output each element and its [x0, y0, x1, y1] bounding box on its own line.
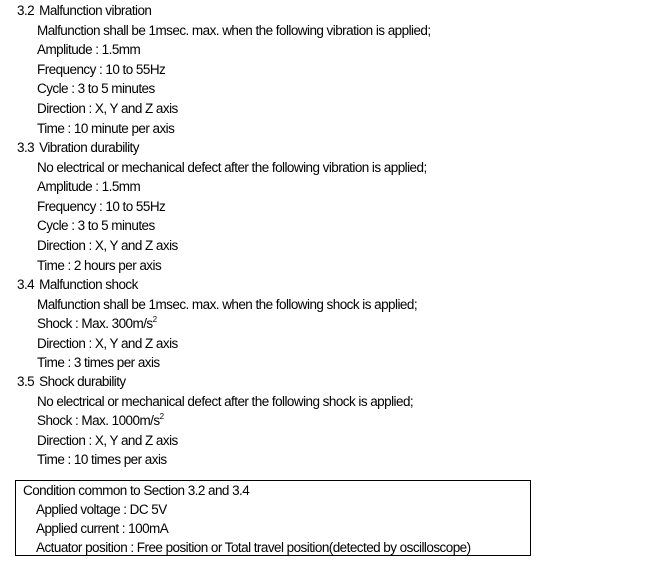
shock-prefix: Shock : Max. — [37, 316, 112, 332]
spec-line: Direction : X, Y and Z axis — [37, 335, 178, 351]
section-title: Shock durability — [39, 374, 126, 389]
section-title: Malfunction shock — [39, 277, 138, 292]
section-heading — [17, 138, 407, 158]
section-3-4 — [0, 275, 418, 373]
spec-line: No electrical or mechanical defect after the following vibration is applied; — [37, 159, 427, 175]
shock-exponent: 2 — [152, 314, 157, 324]
section-3-3 — [0, 138, 427, 275]
section-3-5 — [0, 372, 414, 470]
actuator-position: Actuator position : Free position or Total travel position(detected by oscilloscope) — [36, 540, 471, 555]
spec-line: Amplitude : 1.5mm — [37, 42, 141, 58]
shock-value: 1000m/s — [111, 413, 160, 429]
shock-value: 300m/s — [111, 316, 153, 332]
spec-line: Cycle : 3 to 5 minutes — [37, 81, 155, 97]
spec-line: Cycle : 3 to 5 minutes — [37, 218, 155, 234]
section-title: Malfunction vibration — [39, 3, 152, 18]
section-number: 3.2 — [17, 3, 35, 18]
spec-line: Malfunction shall be 1msec. max. when the following shock is applied; — [37, 296, 418, 312]
applied-voltage: Applied voltage : DC 5V — [36, 502, 167, 517]
spec-line: Direction : X, Y and Z axis — [37, 237, 178, 253]
applied-current: Applied current : 100mA — [36, 521, 169, 536]
shock-prefix: Shock : Max. — [37, 413, 112, 429]
spec-line: Direction : X, Y and Z axis — [37, 100, 178, 116]
section-title: Vibration durability — [39, 140, 139, 155]
shock-exponent: 2 — [159, 411, 164, 421]
section-heading — [17, 1, 411, 21]
spec-line: Time : 2 hours per axis — [37, 257, 162, 273]
section-number: 3.5 — [17, 374, 35, 389]
spec-line: Malfunction shall be 1msec. max. when the following vibration is applied; — [37, 22, 431, 38]
section-3-2 — [0, 1, 431, 138]
section-number: 3.3 — [17, 140, 35, 155]
section-heading — [17, 275, 397, 295]
section-heading — [17, 372, 393, 392]
section-number: 3.4 — [17, 277, 35, 292]
spec-line: Frequency : 10 to 55Hz — [37, 198, 166, 214]
spec-line: No electrical or mechanical defect after the following shock is applied; — [37, 393, 414, 409]
common-condition-box — [15, 480, 531, 556]
spec-line: Frequency : 10 to 55Hz — [37, 61, 166, 77]
shock-line — [37, 411, 413, 431]
spec-line: Direction : X, Y and Z axis — [37, 432, 178, 448]
spec-line: Amplitude : 1.5mm — [37, 179, 141, 195]
spec-line: Time : 10 times per axis — [37, 452, 167, 468]
shock-line — [37, 314, 417, 334]
spec-line: Time : 3 times per axis — [37, 355, 160, 371]
common-condition-title: Condition common to Section 3.2 and 3.4 — [23, 483, 250, 498]
spec-line: Time : 10 minute per axis — [37, 120, 175, 136]
